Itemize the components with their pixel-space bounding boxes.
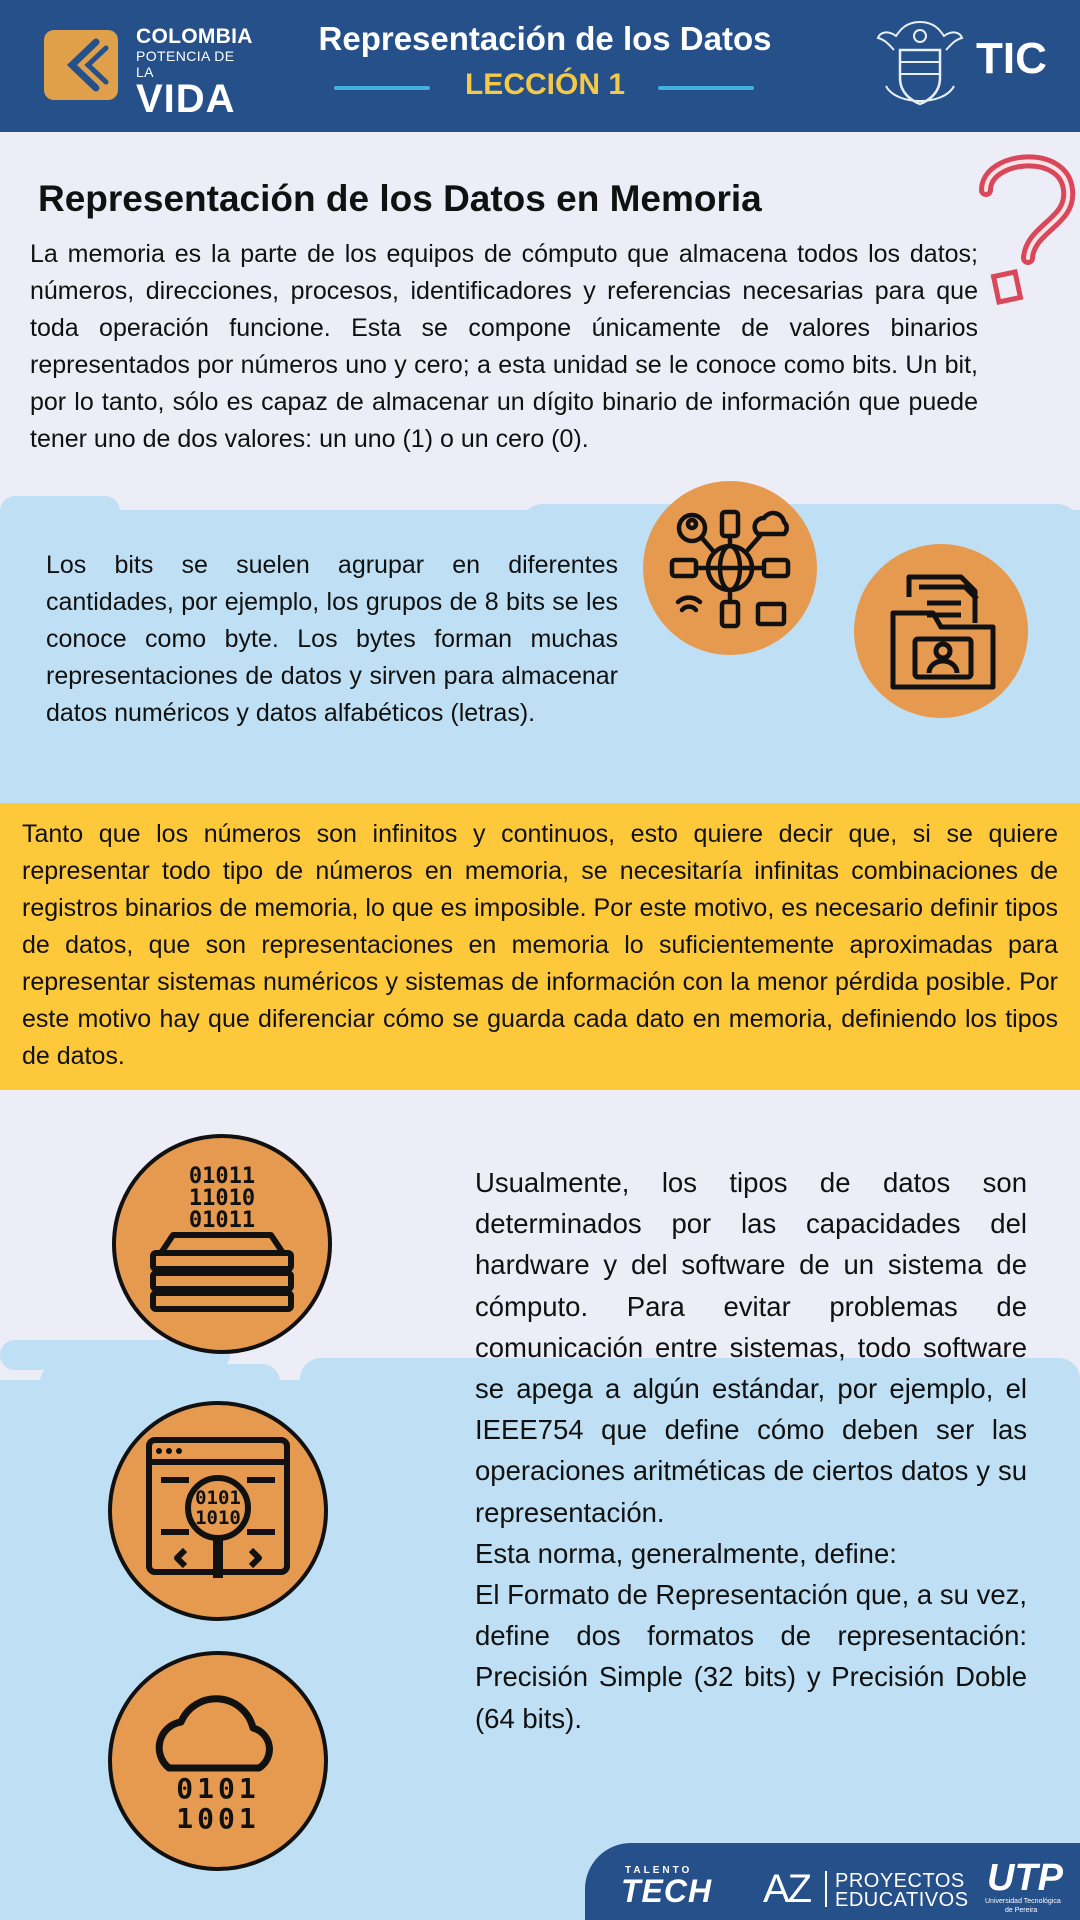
tic-brand: TIC bbox=[976, 34, 1047, 83]
ieee754-norm: Esta norma, generalmente, define: bbox=[475, 1537, 897, 1569]
question-mark-icon bbox=[972, 146, 1078, 310]
colombia-logo bbox=[44, 25, 254, 121]
code-row-2: 1010 bbox=[195, 1507, 241, 1529]
colombia-logo-mark bbox=[44, 30, 118, 100]
utp-logo: UTP bbox=[987, 1857, 1063, 1899]
code-window-search-icon bbox=[107, 1400, 329, 1622]
cloud-row-2: 1001 bbox=[176, 1802, 260, 1835]
page-title: Representación de los Datos en Memoria bbox=[38, 178, 762, 219]
tech-logo: TECH bbox=[621, 1873, 713, 1909]
ieee754-formats: El Formato de Representación que, a su vez, define dos formatos de representación: Precisión Simple (32 bits) y Precisión Doble (64 bits). bbox=[475, 1579, 1027, 1734]
document-folder-icon bbox=[853, 543, 1029, 719]
educativos-label: EDUCATIVOS bbox=[835, 1889, 969, 1911]
az-divider bbox=[825, 1871, 827, 1907]
proyectos-label: PROYECTOS bbox=[835, 1870, 965, 1892]
binary-row-3: 01011 bbox=[188, 1208, 256, 1233]
paragraph-memory: La memoria es la parte de los equipos de cómputo que almacena todos los datos; números, direcciones, procesos, identificadores y referencias necesarias para que toda operación funcione. Esta se compone únicamente de valores binarios representados por números uno y cero; a esta unidad se le conoce como bits. Un bit, por lo tanto, sólo es capaz de almacenar un dígito binario de información que puede tener uno de dos valores: un uno (1) o un cero (0). bbox=[30, 240, 978, 453]
paragraph-ieee754 bbox=[475, 1162, 1027, 1739]
blue-band-top-streaks bbox=[0, 490, 1080, 550]
ieee754-intro: Usualmente, los tipos de datos son determinados por las capacidades del hardware y del software de un sistema de cómputo. Para evitar problemas de comunicación entre sistemas, todo software se apega a algún estándar, por ejemplo, el IEEE754 que define cómo deben ser las operaciones aritméticas de ciertos datos y su representación. bbox=[475, 1167, 1027, 1528]
lesson-divider-right bbox=[658, 86, 754, 90]
binary-row-2: 11010 bbox=[188, 1186, 256, 1211]
cloud-row-1: 0101 bbox=[176, 1772, 260, 1805]
talento-label: TALENTO bbox=[625, 1865, 693, 1876]
coat-of-arms-icon bbox=[876, 16, 964, 112]
az-logo: AZ bbox=[763, 1867, 811, 1911]
header-title: Representación de los Datos bbox=[318, 20, 772, 57]
code-row-1: 0101 bbox=[195, 1487, 241, 1509]
utp-subtitle-2: de Pereira bbox=[1005, 1907, 1038, 1914]
binary-row-1: 01011 bbox=[188, 1164, 256, 1189]
header-bar bbox=[0, 0, 1080, 132]
utp-subtitle-1: Universidad Tecnológica bbox=[985, 1898, 1061, 1905]
lesson-label: LECCIÓN 1 bbox=[464, 68, 626, 101]
paragraph-data-types: Tanto que los números son infinitos y continuos, esto quiere decir que, si se quiere representar todo tipo de números en memoria, se necesitaría infinitas combinaciones de registros binarios de memoria, lo que es imposible. Por este motivo, es necesario definir tipos de datos, que son representaciones en memoria lo suficientemente aproximadas para representar sistemas numéricos y sistemas de información con la menor pérdida posible. Por este motivo hay que diferenciar cómo se guarda cada dato en memoria, definiendo los tipos de datos. bbox=[22, 820, 1058, 1070]
logo-line-1: COLOMBIA bbox=[136, 25, 253, 48]
data-network-icon bbox=[642, 480, 818, 656]
cloud-binary-icon bbox=[107, 1650, 329, 1872]
binary-data-stack-icon bbox=[111, 1133, 333, 1355]
logo-line-3: VIDA bbox=[136, 77, 236, 121]
footer-logos-bar bbox=[585, 1843, 1080, 1920]
logo-line-2: POTENCIA DE LA bbox=[136, 48, 235, 80]
paragraph-bits: Los bits se suelen agrupar en diferentes cantidades, por ejemplo, los grupos de 8 bits se les conoce como byte. Los bytes forman muchas representaciones de datos y sirven para almacenar datos numéricos y datos alfabéticos (letras). bbox=[46, 551, 618, 727]
